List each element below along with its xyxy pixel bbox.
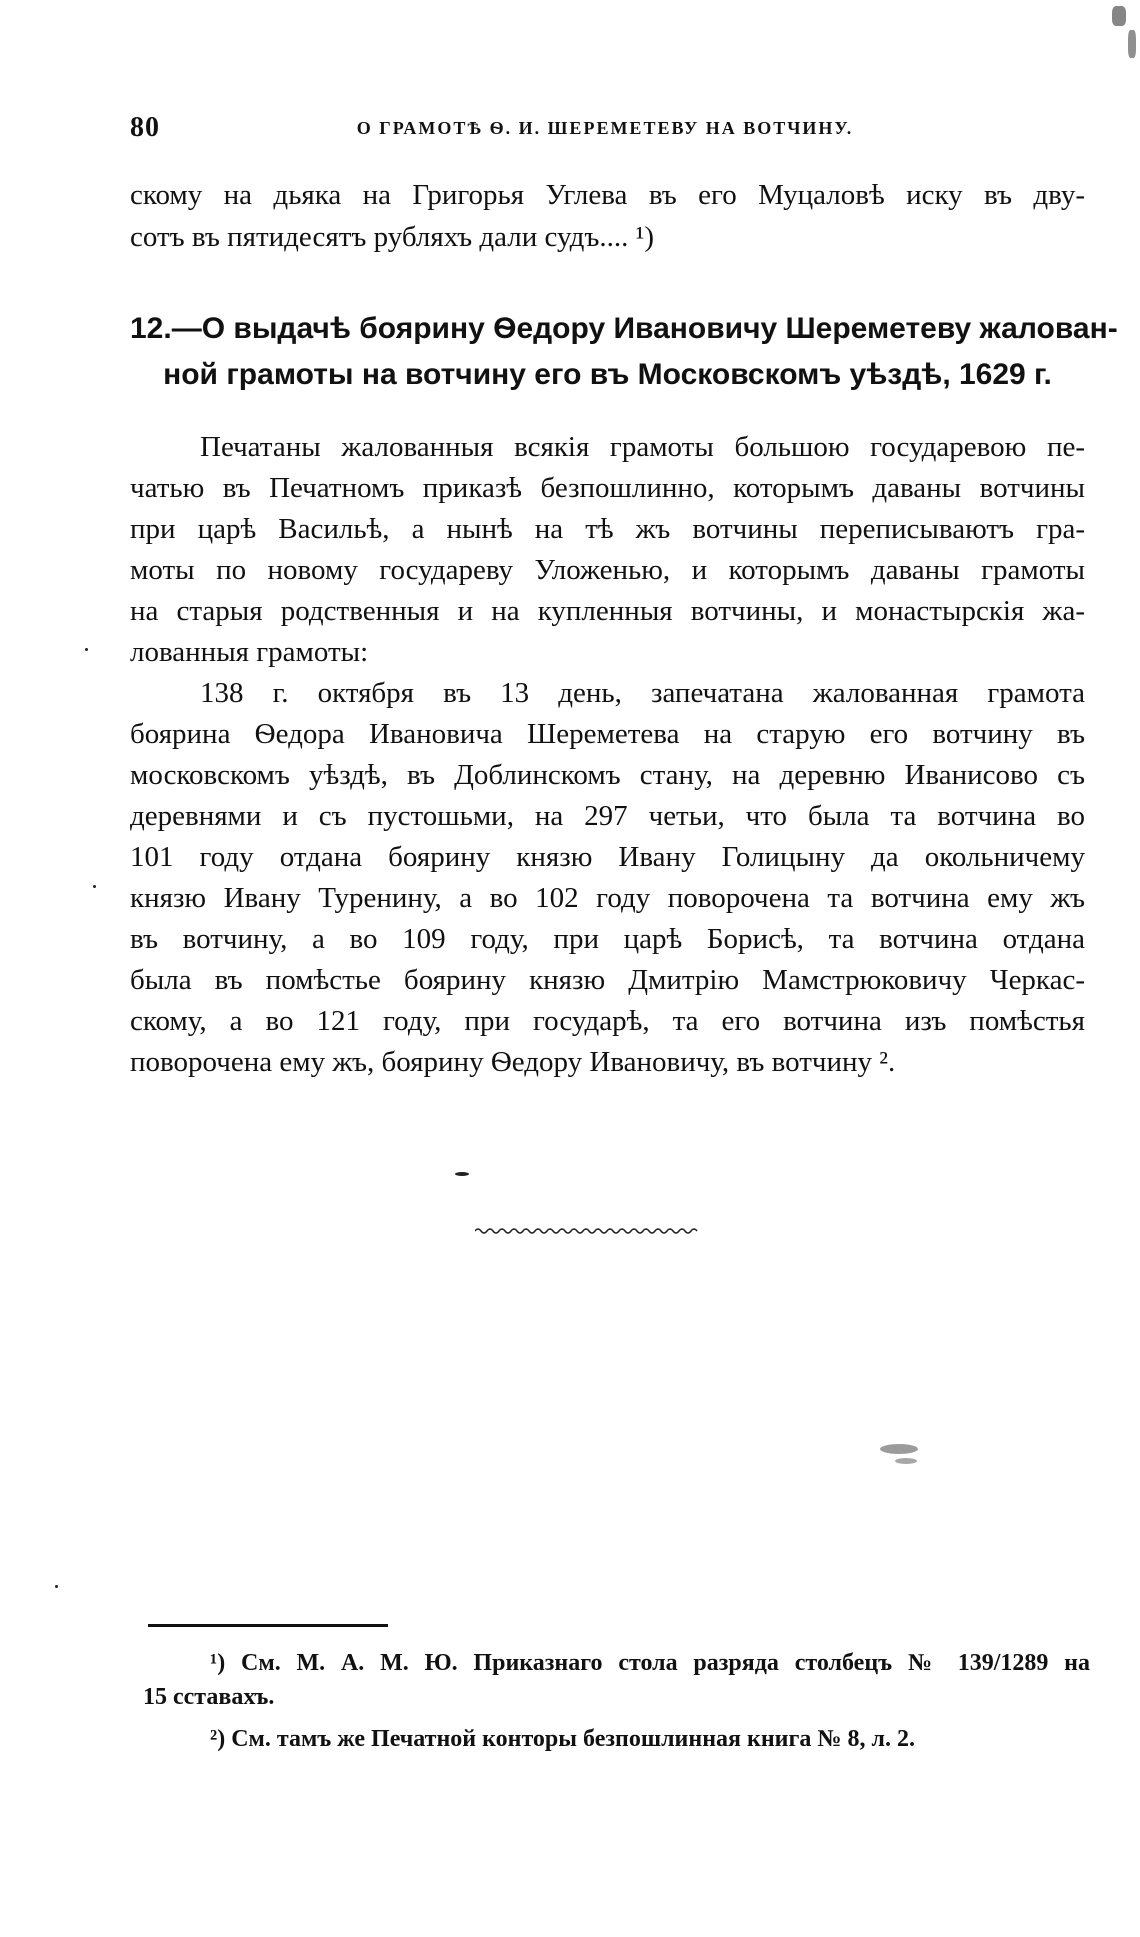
paragraph-line: была въ помѣстье боярину князю Дмитрію Мамстрюковичу Черкас-	[130, 964, 1085, 996]
footnote-marker: ¹)	[210, 1650, 226, 1676]
scan-speck	[455, 1172, 469, 1176]
scan-speck	[1112, 6, 1126, 26]
section-heading-line: ной грамоты на вотчину его въ Московскомъ уѣздѣ, 1629 г.	[163, 358, 1052, 391]
paragraph-line: 138 г. октября въ 13 день, запечатана жалованная грамота	[200, 677, 1085, 709]
paragraph-line: скому, а во 121 году, при государѣ, та его вотчина изъ помѣстья	[130, 1005, 1085, 1037]
running-title: О ГРАМОТѢ Ѳ. И. ШЕРЕМЕТЕВУ НА ВОТЧИНУ.	[356, 118, 854, 138]
page-number: 80	[130, 112, 160, 143]
intro-line: скому на дьяка на Григорья Углева въ его Муцаловѣ иску въ дву-	[130, 179, 1085, 211]
paragraph-line: на старыя родственныя и на купленныя вотчины, и монастырскія жа-	[130, 595, 1085, 627]
paragraph-line: чатью въ Печатномъ приказѣ безпошлинно, которымъ даваны вотчины	[130, 472, 1085, 504]
footnote-1-continuation: 15 сставахъ.	[143, 1684, 275, 1710]
scan-speck	[85, 648, 88, 651]
paragraph-line: лованныя грамоты:	[130, 636, 369, 668]
footnote-text: См. тамъ же Печатной конторы безпошлинная книга № 8, л. 2.	[231, 1726, 915, 1752]
scan-speck	[55, 1585, 58, 1588]
scan-speck	[880, 1444, 918, 1454]
paragraph-line: въ вотчину, а во 109 году, при царѣ Борисѣ, та вотчина отдана	[130, 923, 1085, 955]
footnote-2	[210, 1724, 1090, 1754]
intro-line: сотъ въ пятидесятъ рубляхъ дали судъ.... ¹)	[130, 221, 655, 253]
scan-speck	[93, 885, 96, 888]
paragraph-line: 101 году отдана боярину князю Ивану Голицыну да окольничему	[130, 841, 1085, 873]
paragraph-line: деревнями и съ пустошьми, на 297 четьи, что была та вотчина во	[130, 800, 1085, 832]
footnote-rule	[148, 1624, 388, 1627]
paragraph-line: Печатаны жалованныя всякія грамоты большою государевою пе-	[200, 431, 1085, 463]
section-heading-line: 12.—О выдачѣ боярину Ѳедору Ивановичу Шереметеву жалован-	[130, 312, 1118, 345]
footnote-marker: ²)	[210, 1726, 226, 1752]
paragraph-line: князю Ивану Туренину, а во 102 году поворочена та вотчина ему жъ	[130, 882, 1085, 914]
footnote-text: См. М. А. М. Ю. Приказнаго стола разряда столбецъ № 139/1289 на	[241, 1650, 1091, 1676]
page-header	[130, 112, 1080, 146]
paragraph-line: при царѣ Васильѣ, а нынѣ на тѣ жъ вотчины переписываютъ гра-	[130, 513, 1085, 545]
footnote-1	[210, 1648, 1090, 1678]
scan-speck	[895, 1458, 917, 1464]
paragraph-line: моты по новому государеву Уложенью, и которымъ даваны грамоты	[130, 554, 1085, 586]
paragraph-line: боярина Ѳедора Ивановича Шереметева на старую его вотчину въ	[130, 718, 1085, 750]
paragraph-line: поворочена ему жъ, боярину Ѳедору Ивановичу, въ вотчину ².	[130, 1046, 896, 1078]
wavy-ornament-divider	[475, 1226, 700, 1236]
scan-speck	[1128, 30, 1136, 58]
paragraph-line: московскомъ уѣздѣ, въ Доблинскомъ стану, на деревню Иванисово съ	[130, 759, 1085, 791]
